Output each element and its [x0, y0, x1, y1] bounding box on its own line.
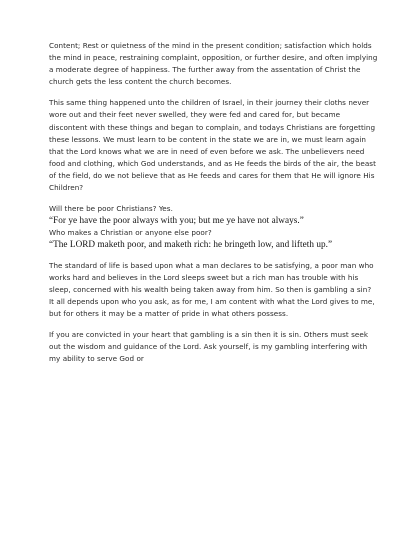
- scripture-quote-poor-always: “For ye have the poor always with you; but me ye have not always.”: [49, 215, 304, 226]
- scripture-quote-lord-maketh-poor: “The LORD maketh poor, and maketh rich: he bringeth low, and lifteth up.”: [49, 238, 333, 249]
- question-who-makes-poor: Who makes a Christian or anyone else poor?: [49, 227, 212, 237]
- paragraph-standard-of-life: The standard of life is based upon what a man declares to be satisfying, a poor man who works hard and believes in the Lord sleeps sweet but a rich man has trouble with his sleep, concerned with his wealth being taken away from him. So then is gambling a sin? It all depends upon who you ask, as for me, I am content with what the Lord gives to me, but for others it may be a matter of pride in what others possess.: [49, 260, 375, 318]
- paragraph-gambling-conviction: If you are convicted in your heart that gambling is a sin then it is sin. Others must seek out the wisdom and guidance of the Lord. Ask yourself, is my gambling interfering with my ability to serve God or: [49, 329, 369, 364]
- paragraph-children-of-israel: This same thing happened unto the children of Israel, in their journey their cloths never wore out and their feet never swelled, they were fed and cared for, but became discontent with these things and began to complain, and todays Christians are forgetting these lessons. We must learn to be content in the state we are in, we must learn again that the Lord knows what we are in need of even before we ask. The unbelievers need food and clothing, which God understands, and as He feeds the birds of the air, the beast of the field, do we not believe that as He feeds and cares for them that He will ignore His Children?: [49, 98, 376, 193]
- paragraph-contentment-definition: Content; Rest or quietness of the mind in the present condition; satisfaction which holds the mind in peace, restraining complaint, opposition, or further desire, and often implying a moderate degree of happiness. The further away from the assentation of Christ the church gets the less content the church becomes.: [49, 41, 378, 87]
- question-poor-christians: Will there be poor Christians? Yes.: [49, 204, 173, 214]
